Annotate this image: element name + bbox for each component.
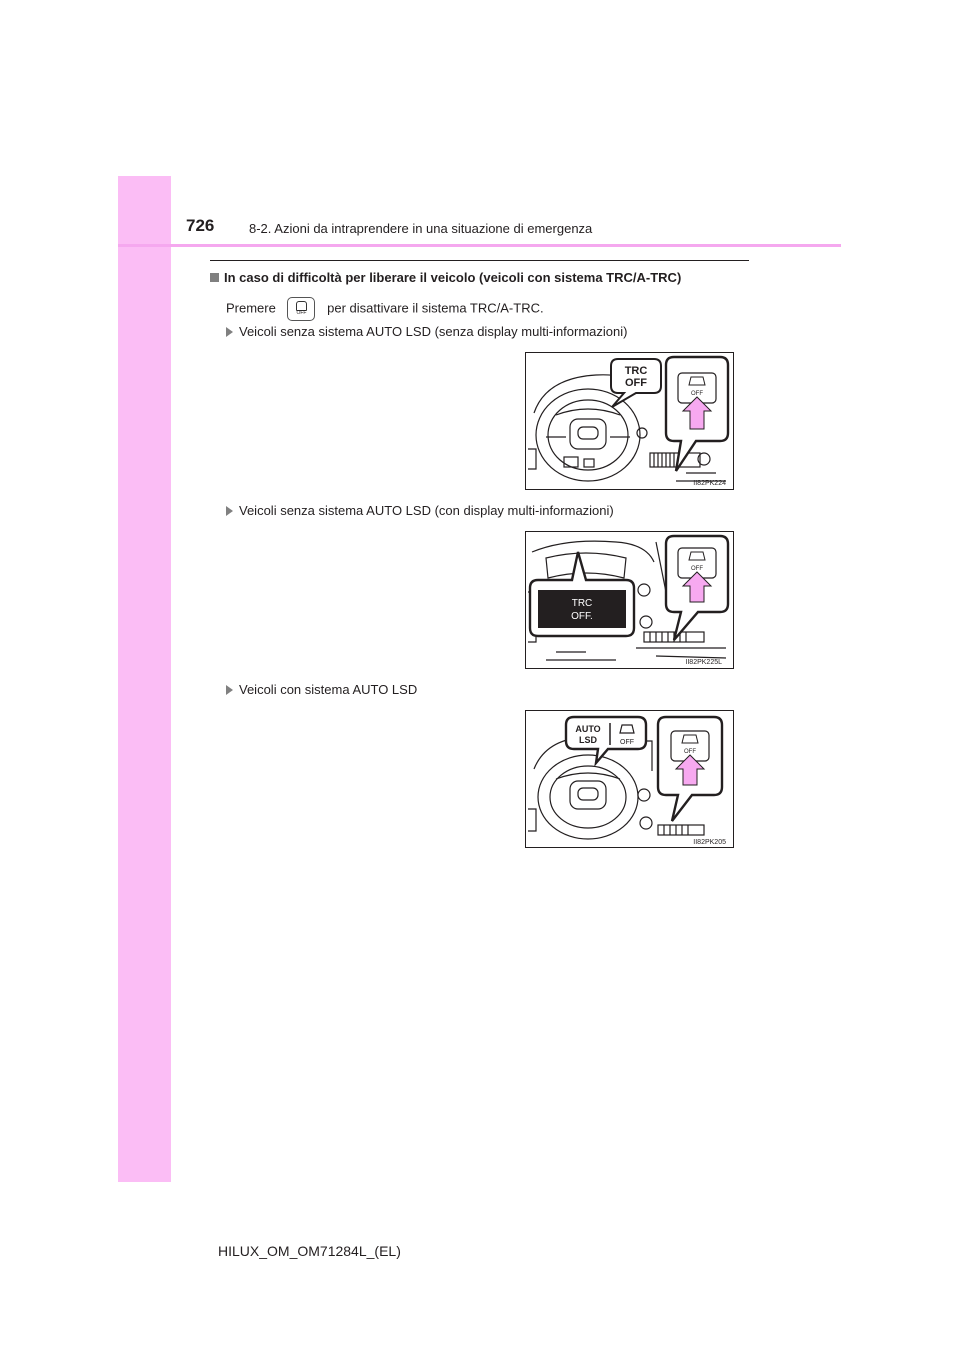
switch-off-label: OFF — [684, 749, 696, 755]
figure-variant-1 — [525, 352, 734, 490]
auto-lsd-line1: AUTO — [575, 724, 601, 734]
display-line2: OFF. — [571, 611, 593, 622]
multi-info-display — [538, 590, 626, 628]
vsc-off-button-icon — [287, 297, 315, 321]
section-title: 8-2. Azioni da intraprendere in una situazione di emergenza — [249, 221, 593, 236]
display-line1: TRC — [571, 598, 593, 609]
figure-id: II82PK224 — [693, 480, 726, 487]
switch-off-label: OFF — [691, 391, 703, 397]
topic-heading-text: In caso di difficoltà per liberare il veicolo (veicoli con sistema TRC/A-TRC) — [224, 270, 682, 285]
figure-variant-2 — [525, 531, 734, 669]
variant-3-label-text: Veicoli con sistema AUTO LSD — [239, 682, 418, 697]
variant-3-label — [226, 682, 417, 697]
trc-callout-line2: OFF — [625, 377, 647, 389]
triangle-bullet-icon — [226, 685, 233, 695]
figure-variant-3 — [525, 710, 734, 848]
content-divider — [210, 260, 749, 261]
topic-heading — [210, 270, 681, 285]
instruction-paragraph — [226, 297, 544, 321]
instruction-text-after: per disattivare il sistema TRC/A-TRC. — [327, 300, 544, 316]
square-bullet-icon — [210, 273, 219, 282]
chapter-sidebar-tab — [118, 176, 171, 1182]
header-rule — [118, 244, 841, 247]
figure-id: II82PK205 — [693, 839, 726, 846]
variant-2-label-text: Veicoli senza sistema AUTO LSD (con display multi-informazioni) — [239, 503, 614, 518]
triangle-bullet-icon — [226, 506, 233, 516]
figure-id: II82PK225L — [685, 659, 722, 666]
instruction-text-before: Premere — [226, 300, 276, 316]
auto-lsd-off-label: OFF — [620, 739, 634, 746]
variant-1-label — [226, 324, 627, 339]
triangle-bullet-icon — [226, 327, 233, 337]
switch-off-label: OFF — [691, 566, 703, 572]
variant-1-label-text: Veicoli senza sistema AUTO LSD (senza display multi-informazioni) — [239, 324, 628, 339]
trc-callout-line1: TRC — [624, 365, 648, 377]
page-number: 726 — [186, 216, 215, 235]
variant-2-label — [226, 503, 614, 518]
footer-model-code: HILUX_OM_OM71284L_(EL) — [218, 1243, 401, 1259]
auto-lsd-line2: LSD — [579, 735, 597, 745]
vsc-off-button-label: OFF — [296, 310, 307, 316]
